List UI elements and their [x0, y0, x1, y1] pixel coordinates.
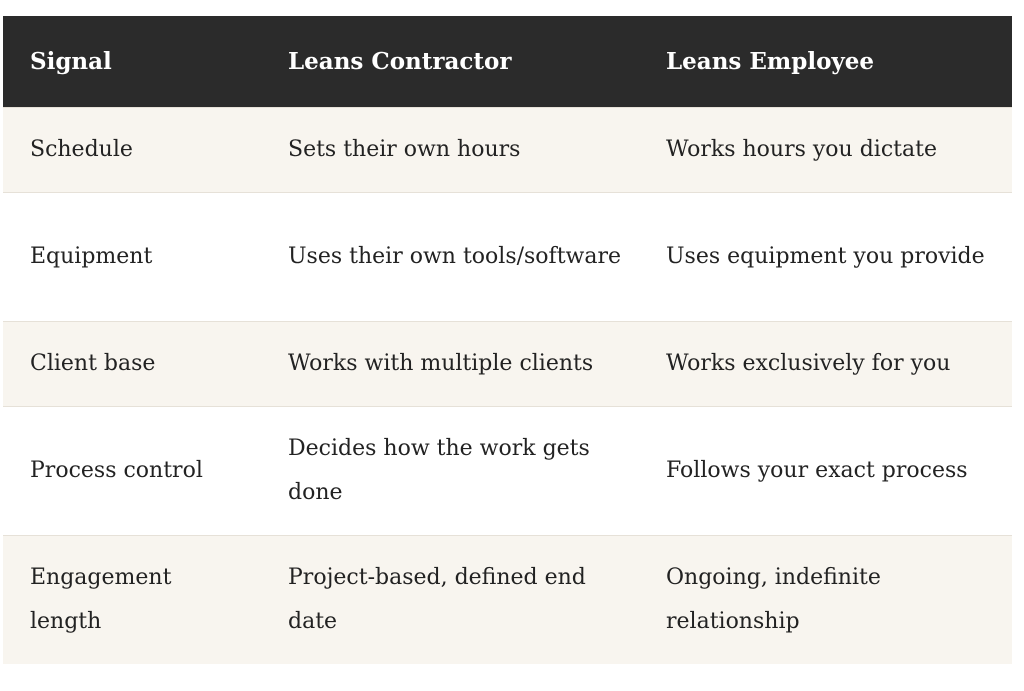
- employee-cell: Follows your exact process: [639, 406, 1012, 535]
- header-leans-employee: Leans Employee: [666, 47, 875, 75]
- contractor-vs-employee-table: [3, 16, 1012, 664]
- table-row: [3, 192, 1012, 321]
- signal-cell: Process control: [3, 406, 261, 535]
- comparison-table-container: [3, 16, 1012, 664]
- employee-cell: Works hours you dictate: [639, 107, 1012, 192]
- table-header-row: [3, 16, 1012, 107]
- contractor-cell: Decides how the work gets done: [261, 406, 639, 535]
- signal-cell: Client base: [3, 321, 261, 406]
- table-row: [3, 107, 1012, 192]
- header-leans-contractor: Leans Contractor: [288, 47, 512, 75]
- contractor-cell: Uses their own tools/software: [261, 192, 639, 321]
- header-signal: Signal: [30, 47, 112, 75]
- employee-cell: Uses equipment you provide: [639, 192, 1012, 321]
- table-row: [3, 406, 1012, 535]
- signal-cell: Schedule: [3, 107, 261, 192]
- signal-cell: Equipment: [3, 192, 261, 321]
- contractor-cell: Project-based, defined end date: [261, 535, 639, 664]
- employee-cell: Ongoing, indefinite relationship: [639, 535, 1012, 664]
- signal-cell: Engagement length: [3, 535, 261, 664]
- table-row: [3, 321, 1012, 406]
- employee-cell: Works exclusively for you: [639, 321, 1012, 406]
- contractor-cell: Works with multiple clients: [261, 321, 639, 406]
- table-row: [3, 535, 1012, 664]
- contractor-cell: Sets their own hours: [261, 107, 639, 192]
